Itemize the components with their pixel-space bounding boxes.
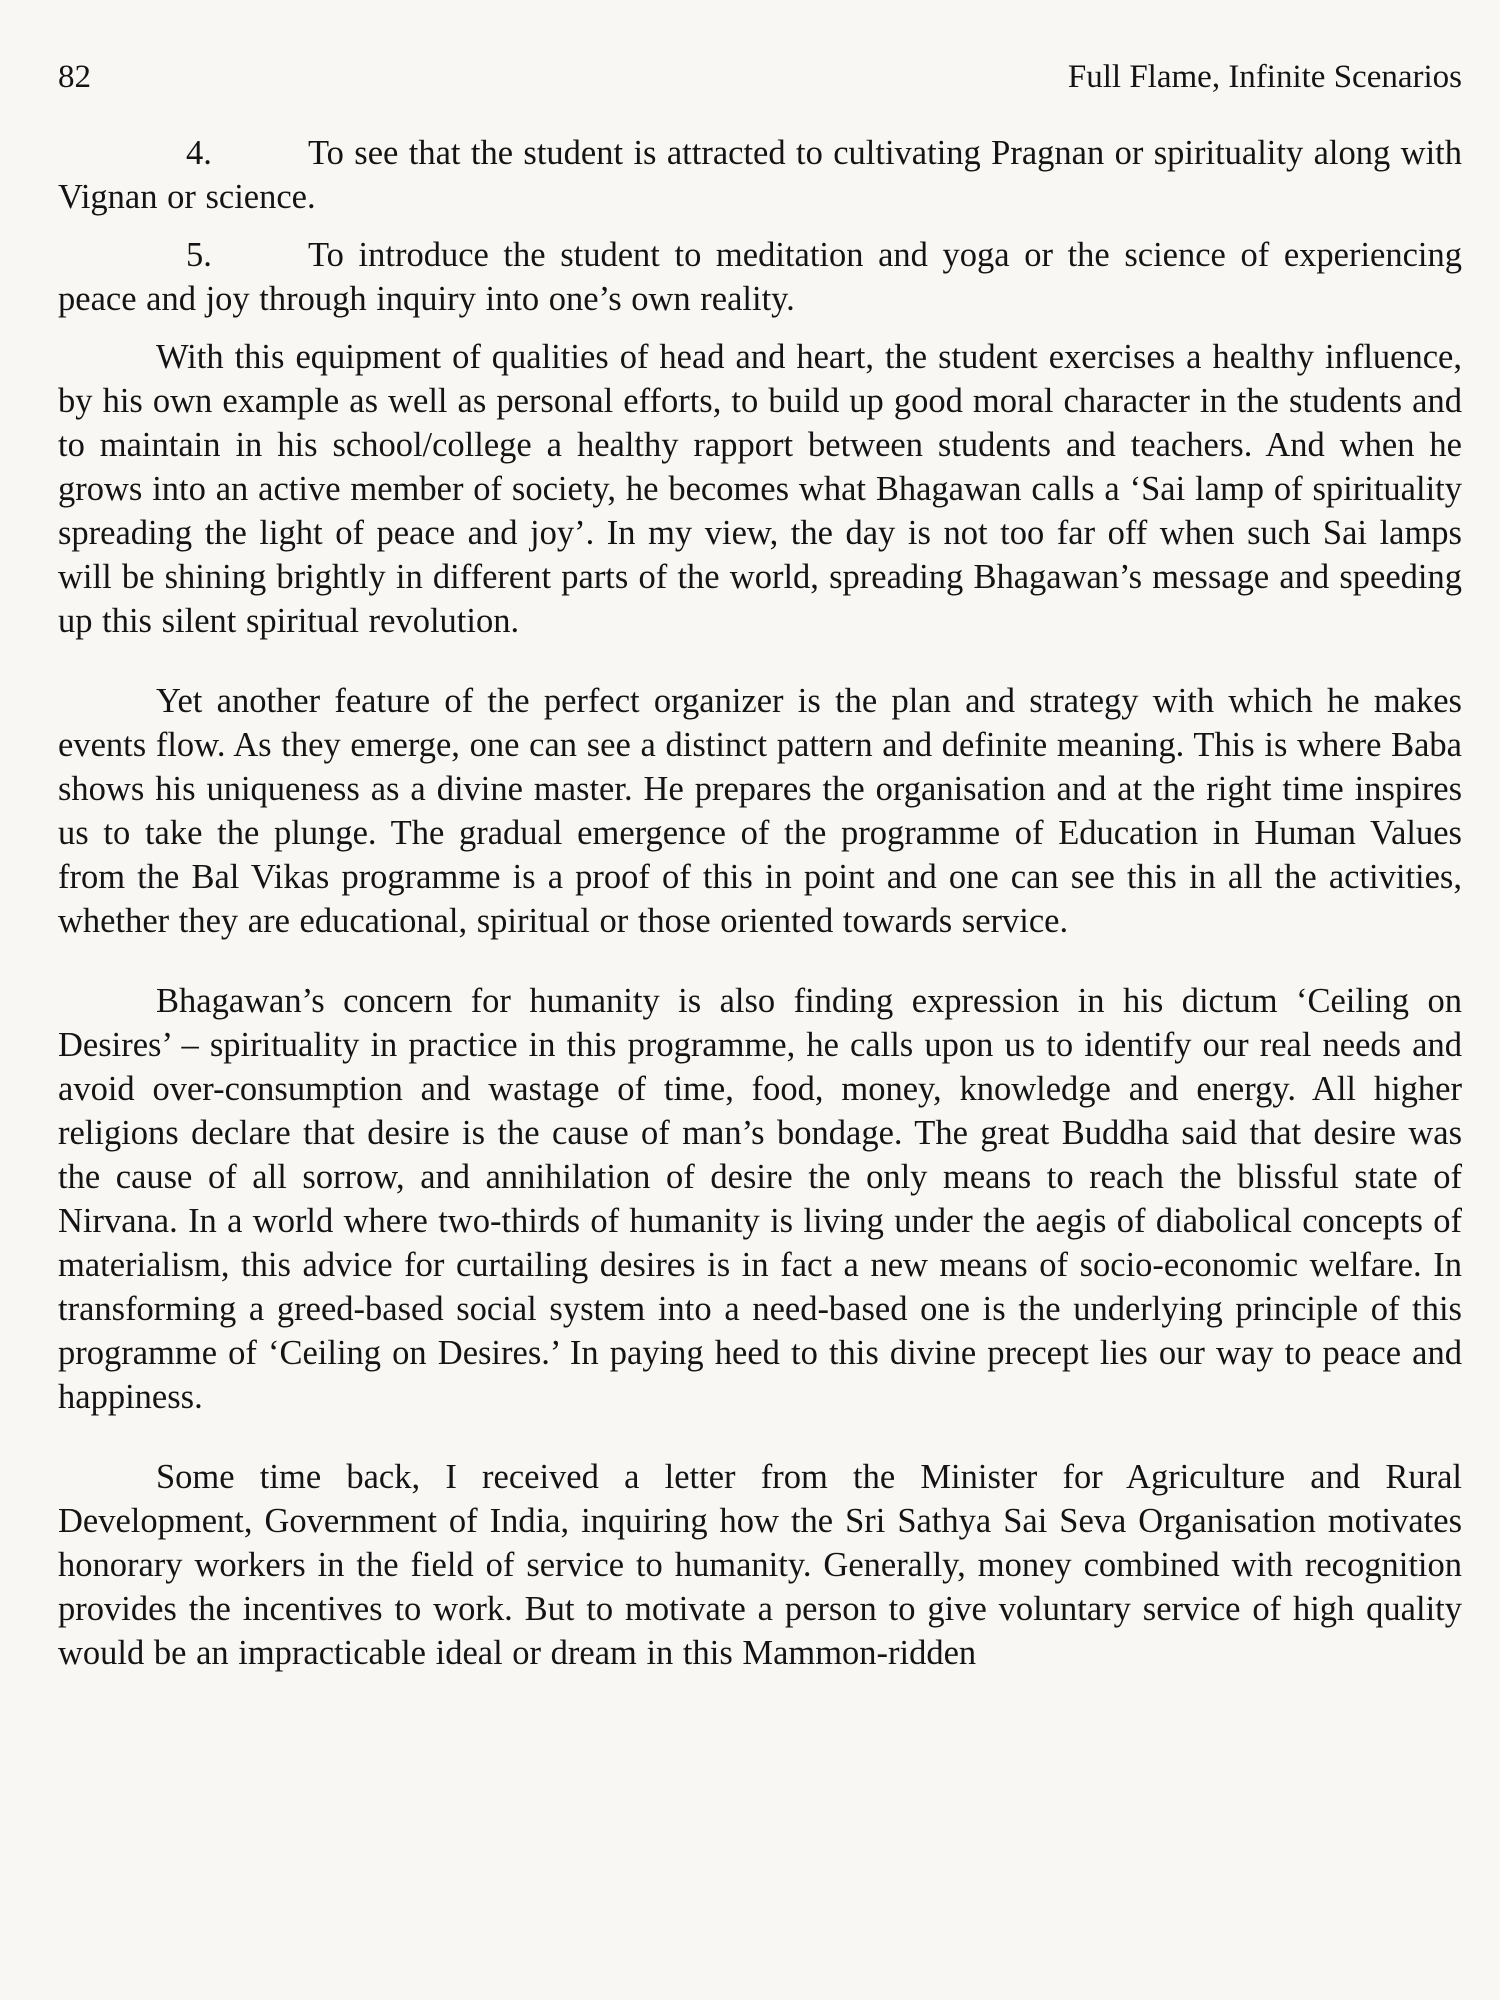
item-text: To introduce the student to meditation and yoga or the science of experiencing peace and joy through inquiry into one’s own reality. bbox=[58, 236, 1462, 318]
paragraph-perfect-organizer: Yet another feature of the perfect organizer is the plan and strategy with which he makes events flow. As they emerge, one can see a distinct pattern and definite meaning. This is where Baba shows his uniqueness as a divine master. He prepares the organisation and at the right time inspires us to take the plunge. The gradual emergence of the programme of Education in Human Values from the Bal Vikas programme is a proof of this in point and one can see this in all the activities, whether they are educational, spiritual or those oriented towards service. bbox=[58, 682, 1462, 940]
item-number: 4. bbox=[186, 134, 212, 172]
running-header bbox=[58, 50, 1462, 104]
paragraph-sai-lamp: With this equipment of qualities of head and heart, the student exercises a healthy influence, by his own example as well as personal efforts, to build up good moral character in the students and to maintain in his school/college a healthy rapport between students and teachers. And when he grows into an active member of society, he becomes what Bhagawan calls a ‘Sai lamp of spirituality spreading the light of peace and joy’. In my view, the day is not too far off when such Sai lamps will be shining brightly in different parts of the world, spreading Bhagawan’s message and speeding up this silent spiritual revolution. bbox=[58, 338, 1462, 640]
page-number: 82 bbox=[58, 59, 91, 95]
numbered-item-4 bbox=[58, 131, 1462, 219]
page-body bbox=[58, 131, 1462, 1675]
numbered-item-5 bbox=[58, 233, 1462, 321]
item-number: 5. bbox=[186, 236, 212, 274]
paragraph-minister-letter: Some time back, I received a letter from the Minister for Agriculture and Rural Development, Government of India, inquiring how the Sri Sathya Sai Seva Organisation motivates honorary workers in the field of service to humanity. Generally, money combined with recognition provides the incentives to work. But to motivate a person to give voluntary service of high quality would be an impracticable ideal or dream in this Mammon-ridden bbox=[58, 1458, 1462, 1672]
item-text: To see that the student is attracted to cultivating Pragnan or spirituality along with Vignan or science. bbox=[58, 134, 1462, 216]
running-title: Full Flame, Infinite Scenarios bbox=[1067, 59, 1462, 95]
paragraph-ceiling-on-desires: Bhagawan’s concern for humanity is also finding expression in his dictum ‘Ceiling on Desires’ – spirituality in practice in this programme, he calls upon us to identify our real needs and avoid over-consumption and wastage of time, food, money, knowledge and energy. All higher religions declare that desire is the cause of man’s bondage. The great Buddha said that desire was the cause of all sorrow, and annihilation of desire the only means to reach the blissful state of Nirvana. In a world where two-thirds of humanity is living under the aegis of diabolical concepts of materialism, this advice for curtailing desires is in fact a new means of socio-economic welfare. In transforming a greed-based social system into a need-based one is the underlying principle of this programme of ‘Ceiling on Desires.’ In paying heed to this divine precept lies our way to peace and happiness. bbox=[58, 982, 1462, 1416]
